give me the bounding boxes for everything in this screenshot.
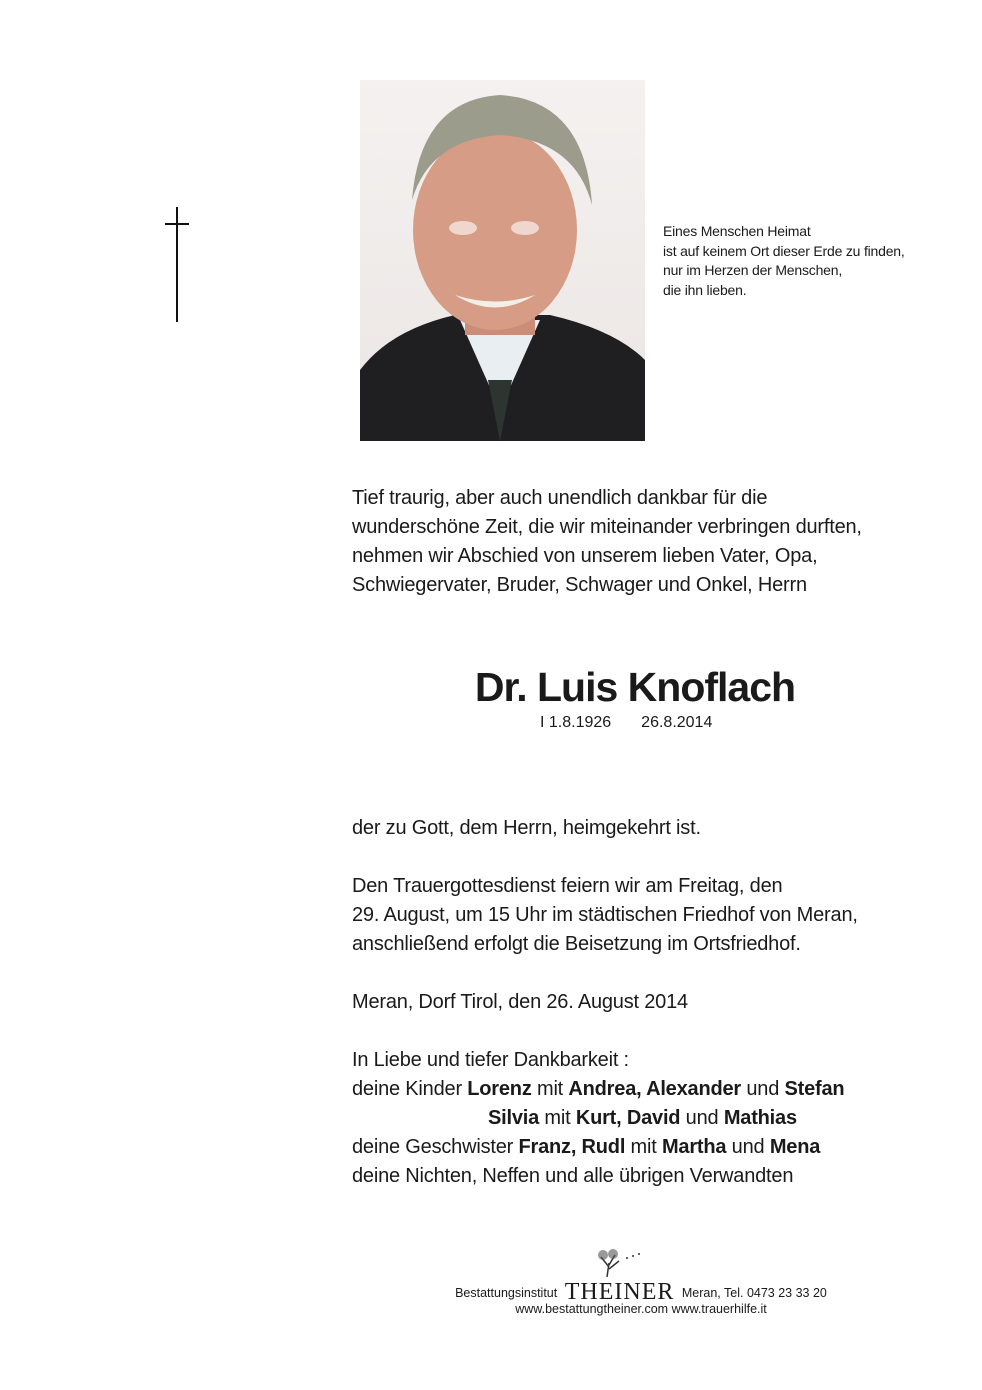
- life-dates: [540, 714, 742, 732]
- place-date: Meran, Dorf Tirol, den 26. August 2014: [352, 991, 688, 1013]
- theiner-logo: THEINER: [565, 1279, 675, 1305]
- intro-line: nehmen wir Abschied von unserem lieben Vater, Opa,: [352, 545, 818, 567]
- funeral-home-footer: [0, 1279, 982, 1317]
- family-children-2: Silvia mit Kurt, David und Mathias: [488, 1107, 797, 1129]
- family-siblings: deine Geschwister Franz, Rudl mit Martha und Mena: [352, 1136, 821, 1158]
- quote: [663, 222, 905, 300]
- birth-date: I 1.8.1926: [540, 714, 612, 731]
- footer-prefix: Bestattungsinstitut: [455, 1286, 558, 1300]
- intro-line: Tief traurig, aber auch unendlich dankbar für die: [352, 487, 768, 509]
- intro-text: [352, 484, 862, 600]
- family-heading: In Liebe und tiefer Dankbarkeit :: [352, 1049, 629, 1071]
- death-date: 26.8.2014: [641, 714, 713, 731]
- returned-text: der zu Gott, dem Herrn, heimgekehrt ist.: [352, 817, 701, 839]
- quote-line: die ihn lieben.: [663, 281, 747, 298]
- service-line: Den Trauergottesdienst feiern wir am Freitag, den: [352, 875, 783, 897]
- deceased-name: Dr. Luis Knoflach: [474, 664, 796, 710]
- intro-line: Schwiegervater, Bruder, Schwager und Onkel, Herrn: [352, 574, 807, 596]
- service-line: anschließend erfolgt die Beisetzung im Ortsfriedhof.: [352, 933, 801, 955]
- quote-line: Eines Menschen Heimat: [663, 223, 811, 239]
- quote-line: nur im Herzen der Menschen,: [663, 262, 843, 278]
- quote-line: ist auf keinem Ort dieser Erde zu finden,: [663, 242, 905, 259]
- portrait-photo: [360, 80, 645, 441]
- tree-logo-icon: [593, 1249, 643, 1277]
- intro-line: wunderschöne Zeit, die wir miteinander verbringen durften,: [352, 516, 862, 538]
- cross-icon-bar: [165, 223, 189, 225]
- footer-contact: Meran, Tel. 0473 23 33 20: [681, 1286, 827, 1300]
- footer-websites[interactable]: www.bestattungtheiner.com www.trauerhilfe.it: [515, 1302, 767, 1316]
- family-children: deine Kinder Lorenz mit Andrea, Alexander und Stefan: [352, 1078, 845, 1100]
- family-relatives: deine Nichten, Neffen und alle übrigen Verwandten: [352, 1165, 794, 1187]
- service-info: [352, 872, 858, 959]
- service-line: 29. August, um 15 Uhr im städtischen Friedhof von Meran,: [352, 904, 858, 926]
- family-list: [352, 1046, 844, 1191]
